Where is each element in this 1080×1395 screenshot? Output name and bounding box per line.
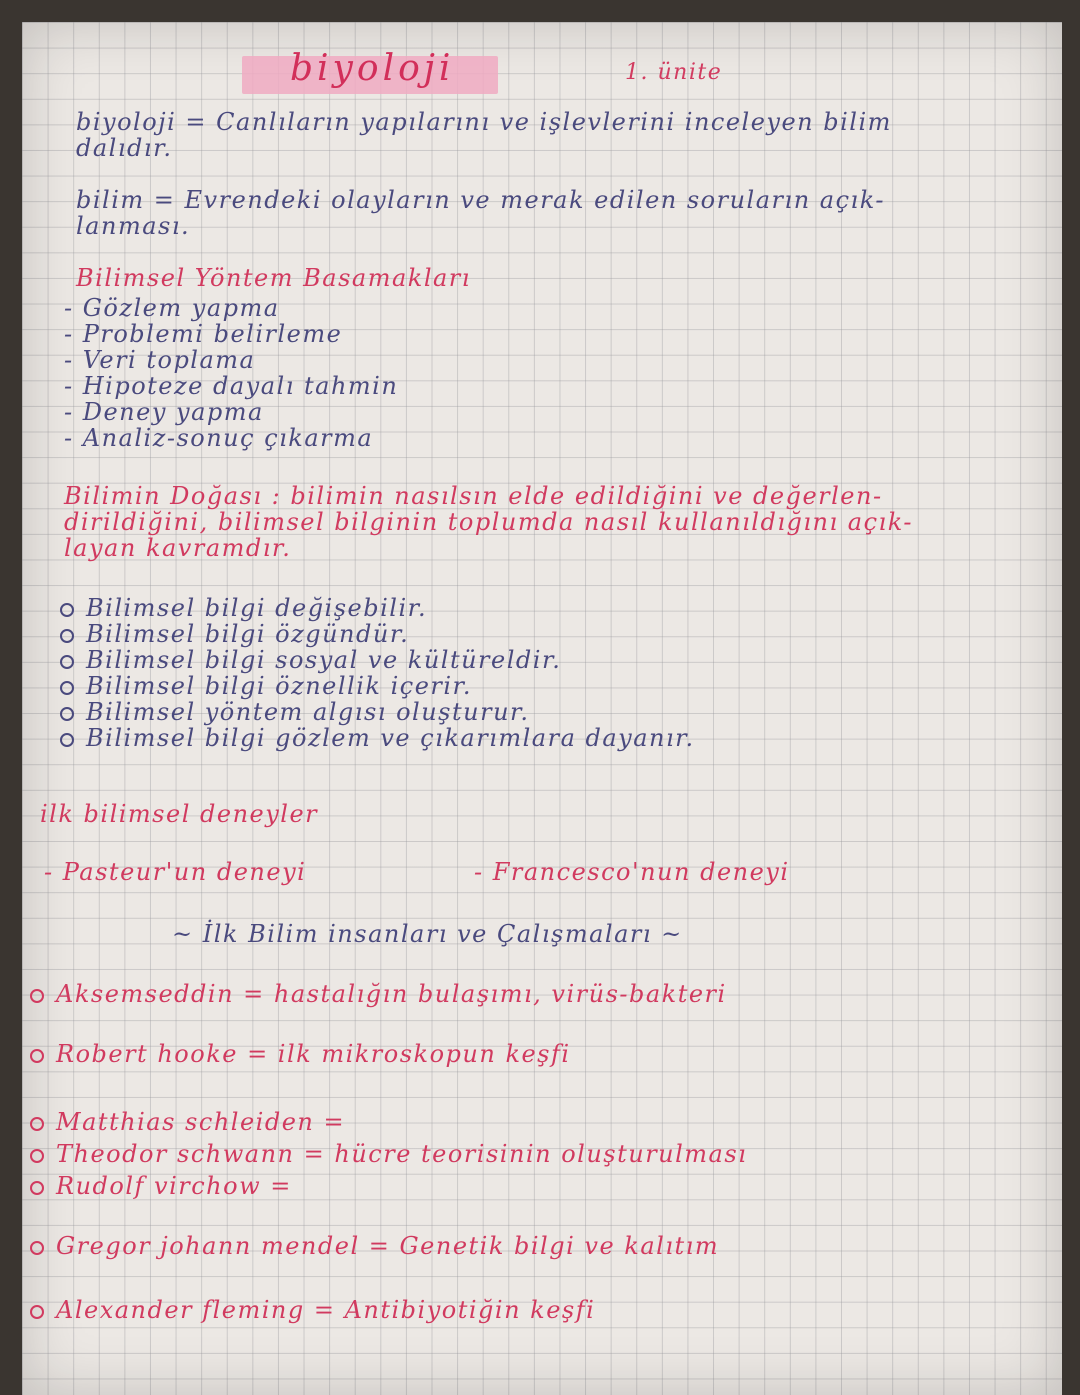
scientist-item-text: Aksemseddin = hastalığın bulaşımı, virüs-bakteri [56,980,727,1008]
bilim-definition-line2: lanması. [76,212,191,240]
nature-definition-line3: layan kavramdır. [64,534,292,562]
experiment-francesco: - Francesco'nun deneyi [474,858,790,886]
nature-item [60,724,695,752]
biyoloji-definition-line1: biyoloji = Canlıların yapılarını ve işlevlerini inceleyen bilim [76,108,892,136]
experiments-heading: ilk bilimsel deneyler [40,800,319,828]
nature-item-text: Bilimsel bilgi öznellik içerir. [86,672,473,700]
nature-item [60,672,472,700]
method-step: - Analiz-sonuç çıkarma [64,424,374,452]
method-heading: Bilimsel Yöntem Basamakları [76,264,471,292]
bullet-icon [60,603,74,617]
nature-item [60,698,529,726]
bullet-icon [60,681,74,695]
scientist-item-text: Gregor johann mendel = Genetik bilgi ve kalıtım [56,1232,720,1260]
bullet-icon [60,707,74,721]
nature-definition-line1: Bilimin Doğası : bilimin nasılsın elde edildiğini ve değerlen- [64,482,883,510]
scientist-item [30,1172,292,1200]
scientist-item [30,1296,595,1324]
bullet-icon [30,1149,44,1163]
nature-item-text: Bilimsel bilgi değişebilir. [86,594,428,622]
bullet-icon [60,733,74,747]
scientist-item-text: Alexander fleming = Antibiyotiğin keşfi [56,1296,596,1324]
page-title: biyoloji [290,48,455,89]
method-step: - Problemi belirleme [64,320,343,348]
nature-item-text: Bilimsel bilgi sosyal ve kültüreldir. [86,646,562,674]
nature-item [60,646,561,674]
scientist-item-text: Rudolf virchow = [56,1172,292,1200]
scientist-item [30,1232,719,1260]
bullet-icon [30,1181,44,1195]
scientist-item [30,980,727,1008]
bullet-icon [30,1117,44,1131]
method-step: - Gözlem yapma [64,294,280,322]
scientists-heading: ~ İlk Bilim insanları ve Çalışmaları ~ [172,920,683,948]
nature-definition-line2: dirildiğini, bilimsel bilginin toplumda nasıl kullanıldığını açık- [64,508,913,536]
nature-item-text: Bilimsel bilgi gözlem ve çıkarımlara dayanır. [86,724,695,752]
method-step: - Hipoteze dayalı tahmin [64,372,399,400]
scientist-item-text: Matthias schleiden = [56,1108,346,1136]
scientist-item [30,1040,571,1068]
nature-item-text: Bilimsel yöntem algısı oluşturur. [86,698,530,726]
scientist-item-text: Robert hooke = ilk mikroskopun keşfi [56,1040,571,1068]
experiment-pasteur: - Pasteur'un deneyi [44,858,307,886]
nature-item [60,594,427,622]
method-step: - Deney yapma [64,398,264,426]
biyoloji-definition-line2: dalıdır. [76,134,173,162]
bullet-icon [60,629,74,643]
bullet-icon [30,1241,44,1255]
unit-label: 1. ünite [625,60,723,85]
nature-item-text: Bilimsel bilgi özgündür. [86,620,410,648]
bullet-icon [30,1305,44,1319]
bullet-icon [30,1049,44,1063]
bullet-icon [30,989,44,1003]
nature-item [60,620,409,648]
scientist-item-text: Theodor schwann = hücre teorisinin oluşturulması [56,1140,748,1168]
scientist-item [30,1108,345,1136]
bullet-icon [60,655,74,669]
method-step: - Veri toplama [64,346,256,374]
bilim-definition-line1: bilim = Evrendeki olayların ve merak edilen soruların açık- [76,186,885,214]
scientist-item [30,1140,747,1168]
